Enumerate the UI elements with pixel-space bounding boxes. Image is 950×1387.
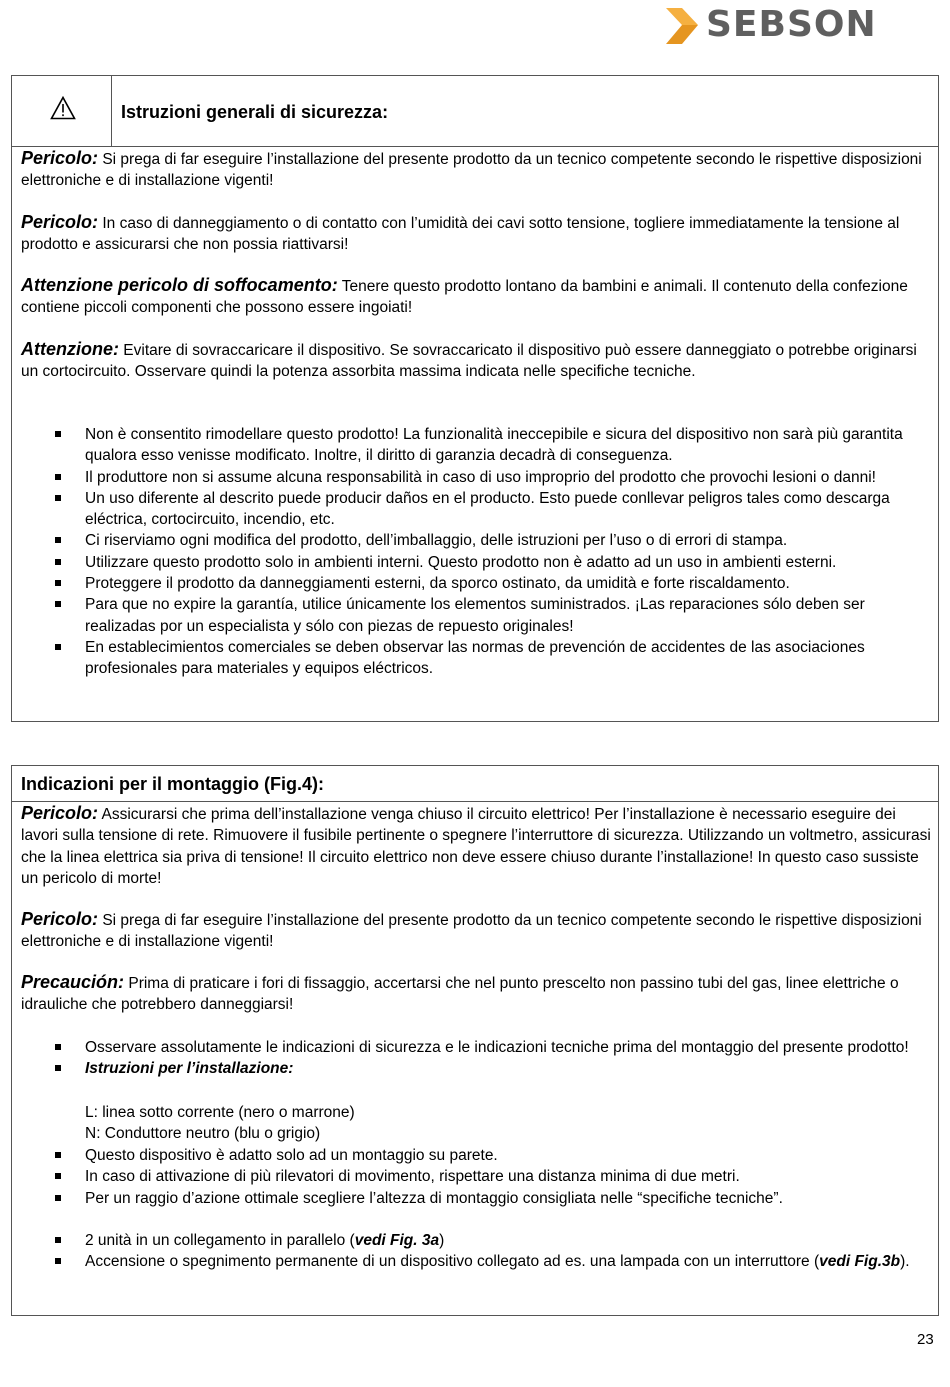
bullet-marker <box>55 1258 61 1264</box>
bullet-marker <box>55 1065 61 1071</box>
list-item: 2 unità in un collegamento in parallelo (vedi Fig. 3a) <box>12 1230 930 1251</box>
danger-paragraph-1: Pericolo: Si prega di far eseguire l’installazione del presente prodotto da un tecnico competente secondo le rispettive disposizioni elettroniche e di installazione vigenti! <box>21 148 922 190</box>
list-item: Il produttore non si assume alcuna responsabilità in caso di uso improprio del prodotto che provochi lesioni o danni! <box>12 467 930 488</box>
precaution-paragraph: Precaución: Prima di praticare i fori di fissaggio, accertarsi che nel punto prescelto non passino tubi del gas, linee elettriche o idrauliche che potrebbero danneggiarsi! <box>21 972 899 1014</box>
mounting-header <box>12 766 938 802</box>
bullet-marker <box>55 1152 61 1158</box>
bullet-marker <box>55 474 61 480</box>
sebson-logo <box>660 6 890 46</box>
brand-name: SEBSON <box>706 4 877 45</box>
bullet-marker <box>55 431 61 437</box>
section-title: Istruzioni generali di sicurezza: <box>121 102 389 122</box>
mounting-instructions-box <box>11 765 939 1316</box>
safety-bullet-list <box>12 424 938 680</box>
list-item: Utilizzare questo prodotto solo in ambienti interni. Questo prodotto non è adatto ad un uso in ambienti esterni. <box>12 552 930 573</box>
list-item: In caso di attivazione di più rilevatori di movimento, rispettare una distanza minima di due metri. <box>12 1166 930 1187</box>
list-item: Para que no expire la garantía, utilice únicamente los elementos suministrados. ¡Las reparaciones sólo deben ser realizadas por un especialista y sólo con piezas de repuesto originales! <box>12 594 930 637</box>
bullet-marker <box>55 1173 61 1179</box>
list-item: Ci riserviamo ogni modifica del prodotto, dell’imballaggio, delle istruzioni per l’uso o di errori di stampa. <box>12 530 930 551</box>
danger-paragraph-2: Pericolo: In caso di danneggiamento o di contatto con l’umidità dei cavi sotto tensione, togliere immediatamente la tensione al prodotto e assicurarsi che non possia riattivarsi! <box>21 212 900 254</box>
bullet-marker <box>55 1237 61 1243</box>
connection-bullet-list <box>12 1230 938 1273</box>
safety-header <box>12 76 938 147</box>
safety-instructions-box <box>11 75 939 722</box>
wiring-line-l: L: linea sotto corrente (nero o marrone) <box>85 1104 355 1121</box>
figure-reference: vedi Fig. 3a <box>354 1232 440 1249</box>
suffocation-warning: Attenzione pericolo di soffocamento: Tenere questo prodotto lontano da bambini e animali. Il contenuto della confezione contiene piccoli componenti che possono essere ingoiati! <box>21 275 908 317</box>
mounting-bullet-list <box>12 1037 938 1080</box>
danger-paragraph-technician: Pericolo: Si prega di far eseguire l’installazione del presente prodotto da un tecnico competente secondo le rispettive disposizioni elettroniche e di installazione vigenti! <box>21 909 922 951</box>
bullet-marker <box>55 601 61 607</box>
wiring-line-n: N: Conduttore neutro (blu o grigio) <box>85 1125 321 1142</box>
list-item: Istruzioni per l’installazione: <box>12 1058 930 1079</box>
bullet-marker <box>55 537 61 543</box>
list-item: Questo dispositivo è adatto solo ad un montaggio su parete. <box>12 1145 930 1166</box>
bullet-marker <box>55 644 61 650</box>
warning-triangle-icon <box>50 96 76 120</box>
bullet-marker <box>55 559 61 565</box>
page-number: 23 <box>917 1331 934 1348</box>
list-item: Un uso diferente al descrito puede producir daños en el producto. Esto puede conllevar peligros tales como descarga eléctrica, cortocircuito, incendio, etc. <box>12 488 930 531</box>
overload-warning: Attenzione: Evitare di sovraccaricare il dispositivo. Se sovraccaricato il dispositivo può essere danneggiato o potrebbe originarsi un cortocircuito. Osservare quindi la potenza assorbita massima indicata nelle specifiche tecniche. <box>21 339 917 381</box>
bullet-marker <box>55 1195 61 1201</box>
mounting-bullet-list-2 <box>12 1145 938 1209</box>
list-item: Accensione o spegnimento permanente di un dispositivo collegato ad es. una lampada con un interruttore (vedi Fig.3b). <box>12 1251 930 1272</box>
figure-reference: vedi Fig.3b <box>819 1253 901 1271</box>
bullet-marker <box>55 580 61 586</box>
danger-paragraph-circuit: Pericolo: Assicurarsi che prima dell’installazione venga chiuso il circuito elettrico! Per l’installazione è necessario eseguire dei lavori sulla tensione di rete. Rimuovere il fusibile pertinente o spegnere l’interruttore di sicurezza. Utilizzando un voltmetro, assicurasi che la linea elettrica sia priva di tensione! Il circuito elettrico non deve essere chiuso durante l’installazione! In questo caso sussiste un pericolo di morte! <box>21 803 931 887</box>
bullet-marker <box>55 495 61 501</box>
chevron-logo-icon <box>660 6 704 46</box>
list-item: En establecimientos comerciales se deben observar las normas de prevención de accidentes de las asociaciones profesionales para materiales y equipos eléctricos. <box>12 637 930 680</box>
list-item: Per un raggio d’azione ottimale scegliere l’altezza di montaggio consigliata nelle “specifiche tecniche”. <box>12 1188 930 1209</box>
list-item: Proteggere il prodotto da danneggiamenti esterni, da sporco ostinato, da umidità e forte riscaldamento. <box>12 573 930 594</box>
bullet-marker <box>55 1044 61 1050</box>
list-item: Osservare assolutamente le indicazioni di sicurezza e le indicazioni tecniche prima del montaggio del presente prodotto! <box>12 1037 930 1058</box>
list-item: Non è consentito rimodellare questo prodotto! La funzionalità ineccepibile e sicura del dispositivo non sarà più garantita qualora esso venisse modificato. Inoltre, il diritto di garanzia decadrà di conseguenza. <box>12 424 930 467</box>
warning-cell <box>12 76 112 146</box>
section-title: Indicazioni per il montaggio (Fig.4): <box>21 774 324 794</box>
